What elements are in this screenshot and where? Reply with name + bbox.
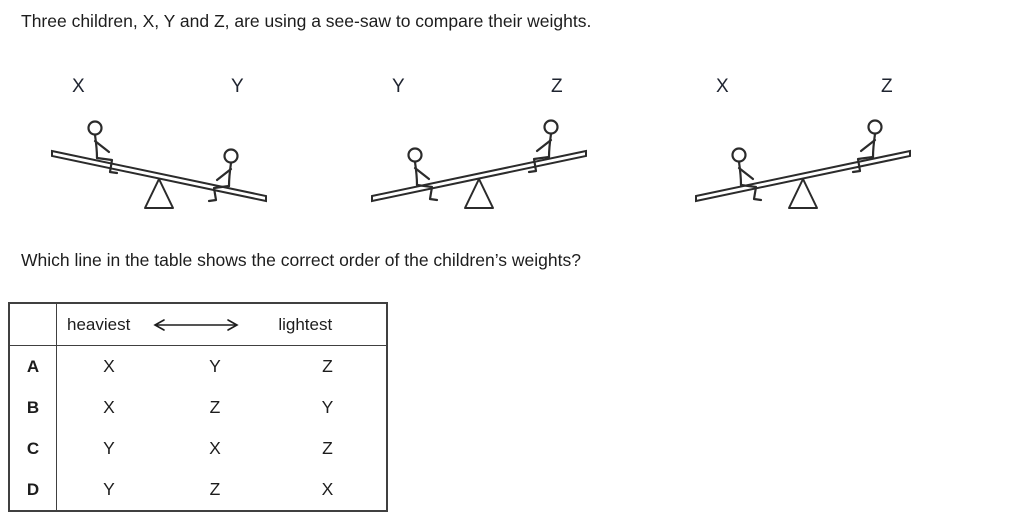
seesaw-right-label: Z — [551, 76, 563, 97]
seesaw-left-label: X — [716, 76, 729, 97]
table-cell: X — [103, 397, 115, 417]
table-row-b — [57, 387, 386, 428]
seesaw-illustration — [682, 106, 942, 218]
fulcrum-icon — [465, 179, 493, 208]
seesaw-illustration — [38, 106, 298, 218]
seesaw-diagram-y-z — [358, 76, 618, 222]
answer-table — [8, 302, 388, 512]
table-body — [57, 346, 386, 510]
table-cell: Z — [322, 356, 333, 376]
seesaw-diagram-x-z — [682, 76, 942, 222]
option-label-a: A — [26, 356, 40, 376]
table-cell: Y — [103, 438, 115, 458]
table-header-row — [57, 304, 386, 346]
header-lightest-label: lightest — [278, 314, 333, 334]
option-label-b: B — [26, 397, 40, 417]
seesaw-left-label: Y — [392, 76, 405, 97]
question-intro: Three children, X, Y and Z, are using a see-saw to compare their weights. — [21, 11, 592, 31]
seesaw-left-label: X — [72, 76, 85, 97]
seesaw-right-label: Y — [231, 76, 244, 97]
seesaw-illustration — [358, 106, 618, 218]
question-prompt: Which line in the table shows the correct order of the children’s weights? — [21, 250, 581, 270]
table-cell: Z — [209, 479, 221, 499]
table-corner-cell — [10, 304, 57, 346]
table-cell: X — [209, 438, 221, 458]
table-row-a — [57, 346, 386, 387]
option-column — [10, 346, 57, 510]
seesaw-diagram-x-y — [38, 76, 298, 222]
fulcrum-icon — [145, 179, 173, 208]
seesaw-right-label: Z — [881, 76, 893, 97]
option-label-d: D — [26, 479, 40, 499]
left-right-arrow-icon — [148, 318, 244, 332]
table-cell: Y — [209, 356, 221, 376]
table-cell: Z — [322, 438, 333, 458]
table-cell: Y — [103, 479, 115, 499]
table-cell: X — [103, 356, 115, 376]
fulcrum-icon — [789, 179, 817, 208]
table-row-d — [57, 469, 386, 510]
table-cell: Z — [209, 397, 221, 417]
table-cell: Y — [321, 397, 334, 417]
header-heaviest-label: heaviest — [67, 314, 131, 334]
option-label-c: C — [26, 438, 40, 458]
table-cell: X — [321, 479, 334, 499]
table-row-c — [57, 428, 386, 469]
